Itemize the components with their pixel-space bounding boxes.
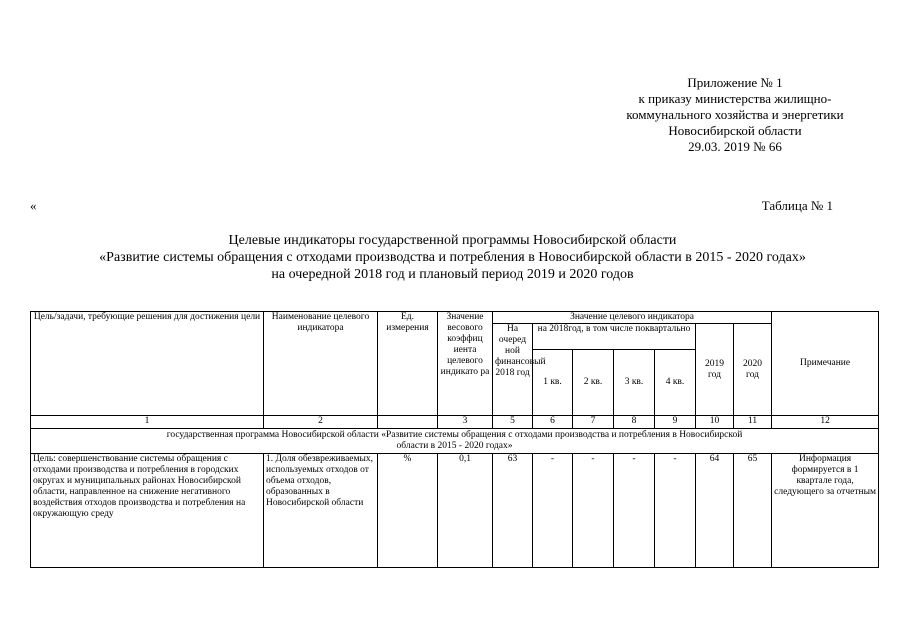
col-number: 11: [734, 416, 772, 429]
header-q4: 4 кв.: [655, 350, 696, 416]
col-number: 10: [696, 416, 734, 429]
header-q1: 1 кв.: [533, 350, 573, 416]
row-q1: -: [533, 454, 573, 568]
col-number: 5: [493, 416, 533, 429]
annex-date-number: 29.03. 2019 № 66: [688, 139, 782, 154]
title-line-1: Целевые индикаторы государственной программы Новосибирской области: [228, 233, 677, 248]
annex-region-line: Новосибирской области: [668, 123, 802, 138]
annex-header: [590, 75, 880, 155]
table-number: Таблица № 1: [761, 198, 833, 213]
header-2019: 2019 год: [696, 324, 734, 416]
col-number: 6: [533, 416, 573, 429]
header-note: Примечание: [772, 312, 879, 416]
header-target-value: Значение целевого индикатора: [493, 312, 772, 324]
title-line-3: на очередной 2018 год и плановый период 2019 и 2020 годов: [271, 267, 634, 282]
document-title: [0, 232, 905, 283]
row-q3: -: [614, 454, 655, 568]
row-2019: 64: [696, 454, 734, 568]
header-q2: 2 кв.: [573, 350, 614, 416]
header-current-year: На очеред ной финансовый 2018 год: [493, 324, 533, 416]
col-number: 9: [655, 416, 696, 429]
header-weight: Значение весового коэффиц иента целевого индикато ра: [438, 312, 493, 416]
header-goal: Цель/задачи, требующие решения для достижения цели: [31, 312, 264, 416]
col-number: 12: [772, 416, 879, 429]
row-q4: -: [655, 454, 696, 568]
header-quarterly: на 2018год, в том числе поквартально: [533, 324, 696, 350]
opening-quote: «: [30, 198, 37, 213]
row-q2: -: [573, 454, 614, 568]
row-indicator: 1. Доля обезвреживаемых, используемых отходов от объема отходов, образованных в Новосибирской области: [264, 454, 378, 568]
header-indicator-name: Наименование целевого индикатора: [264, 312, 378, 416]
header-q3: 3 кв.: [614, 350, 655, 416]
annex-title: Приложение № 1: [687, 75, 783, 90]
program-row: государственная программа Новосибирской области «Развитие системы обращения с отходами производства и потребления в Новосибирской области в 2015 - 2020 годах»: [31, 429, 879, 454]
col-number: [378, 416, 438, 429]
header-unit: Ед. измерения: [378, 312, 438, 416]
row-note: Информация формируется в 1 квартале года, следующего за отчетным: [772, 454, 879, 568]
col-number: 7: [573, 416, 614, 429]
row-unit: %: [378, 454, 438, 568]
annex-ministry-line: коммунального хозяйства и энергетики: [626, 107, 844, 122]
indicators-table: [30, 311, 879, 568]
row-2020: 65: [734, 454, 772, 568]
col-number: 2: [264, 416, 378, 429]
row-current-year: 63: [493, 454, 533, 568]
row-goal: Цель: совершенствование системы обращения с отходами производства и потребления в городских округах и муниципальных районах Новосибирской области, направленное на снижение негативного воздействия отходов производства и потребления на окружающую среду: [31, 454, 264, 568]
header-2020: 2020 год: [734, 324, 772, 416]
col-number: 8: [614, 416, 655, 429]
col-number: 1: [31, 416, 264, 429]
row-weight: 0,1: [438, 454, 493, 568]
col-number: 3: [438, 416, 493, 429]
title-line-2: «Развитие системы обращения с отходами производства и потребления в Новосибирской области в 2015 - 2020 годах»: [99, 250, 806, 265]
annex-order-line: к приказу министерства жилищно-: [638, 91, 832, 106]
